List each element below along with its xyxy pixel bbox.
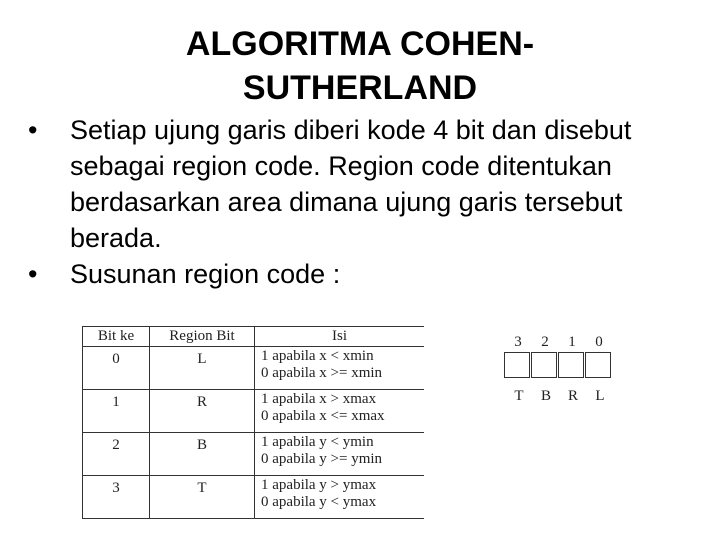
bullet-item — [28, 256, 698, 292]
cell-bit: 2 — [83, 433, 150, 476]
cell-isi — [255, 347, 425, 390]
region-letter: B — [540, 388, 551, 404]
cell-region: R — [150, 390, 255, 433]
isi-line: 0 apabila x >= xmin — [261, 365, 383, 381]
cell-region: L — [150, 347, 255, 390]
bullet-item — [28, 112, 698, 256]
table-header-row — [83, 327, 425, 347]
bit-box — [504, 352, 530, 378]
isi-line: 0 apabila y < ymax — [261, 494, 377, 510]
region-code-diagram — [502, 330, 614, 410]
bullet-text: Setiap ujung garis diberi kode 4 bit dan disebut sebagai region code. Region code ditentukan berdasarkan area dimana ujung garis tersebut berada. — [70, 115, 632, 253]
bit-box — [585, 352, 611, 378]
bit-box — [531, 352, 557, 378]
bit-number: 1 — [568, 334, 576, 350]
isi-line: 0 apabila y >= ymin — [261, 451, 383, 467]
bullet-icon: • — [28, 259, 38, 289]
slide-title: ALGORITMA COHEN-SUTHERLAND — [185, 25, 535, 107]
isi-line: 1 apabila y < ymin — [261, 434, 374, 450]
cell-isi — [255, 433, 425, 476]
region-code-table — [82, 326, 424, 519]
header-bit-ke: Bit ke — [83, 327, 150, 347]
region-letter: R — [567, 388, 578, 404]
bullet-list — [28, 112, 698, 292]
isi-line: 1 apabila x > xmax — [261, 391, 377, 407]
isi-line: 0 apabila x <= xmax — [261, 408, 385, 424]
cell-isi — [255, 390, 425, 433]
table-row — [83, 433, 425, 476]
bit-number: 3 — [514, 334, 522, 350]
cell-isi — [255, 476, 425, 519]
cell-region: B — [150, 433, 255, 476]
cell-region: T — [150, 476, 255, 519]
bit-box — [558, 352, 584, 378]
cell-bit: 3 — [83, 476, 150, 519]
cell-bit: 0 — [83, 347, 150, 390]
table-row — [83, 390, 425, 433]
bit-number: 2 — [541, 334, 549, 350]
isi-line: 1 apabila x < xmin — [261, 348, 374, 364]
bullet-icon: • — [28, 115, 38, 145]
table-row — [83, 347, 425, 390]
bullet-text: Susunan region code : — [70, 259, 341, 289]
isi-line: 1 apabila y > ymax — [261, 477, 377, 493]
region-letter: T — [514, 388, 524, 404]
header-region-bit: Region Bit — [150, 327, 255, 347]
cell-bit: 1 — [83, 390, 150, 433]
header-isi: Isi — [255, 327, 425, 347]
table-row — [83, 476, 425, 519]
bit-number: 0 — [595, 334, 603, 350]
region-letter: L — [595, 388, 605, 404]
